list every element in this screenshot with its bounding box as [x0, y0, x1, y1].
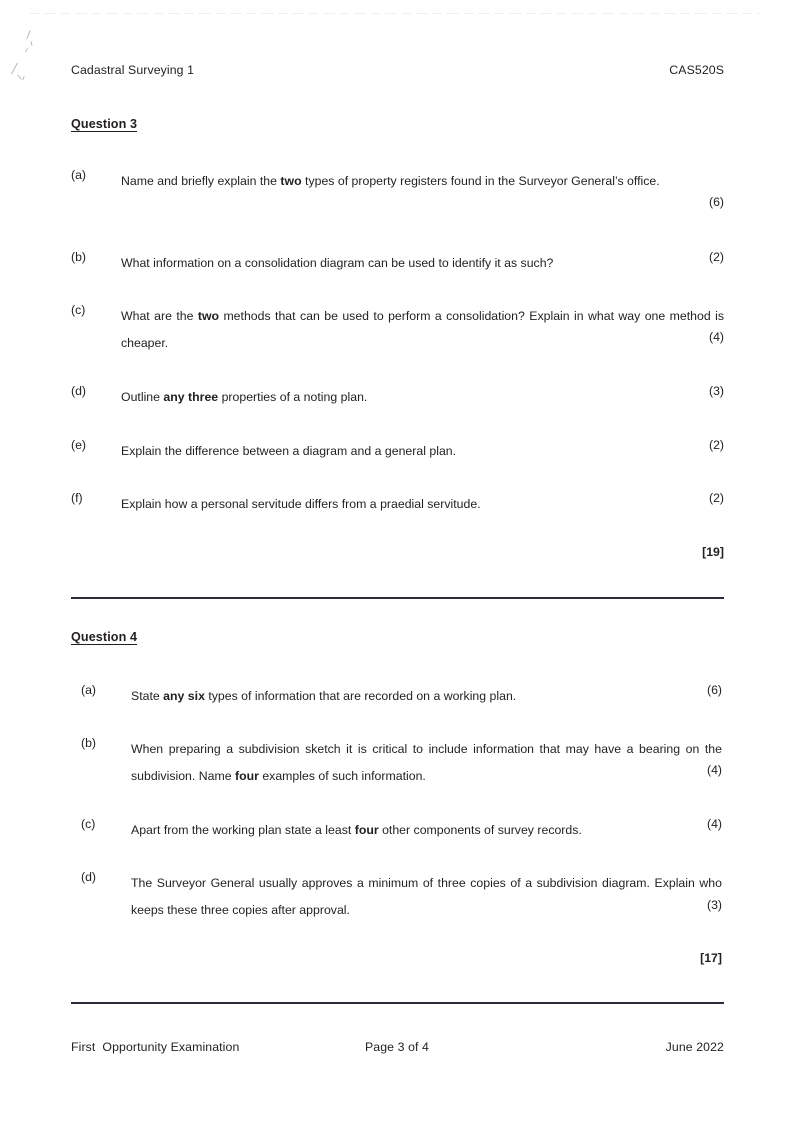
marks-4d: (3) [706, 898, 722, 912]
marks-3f: (2) [708, 491, 724, 505]
item-label: (b) [71, 250, 87, 264]
item-text-cont: other components of survey records. [378, 823, 582, 837]
scan-speckle-artifact [22, 76, 24, 80]
item-text-cont: examples of such information. [258, 768, 426, 783]
item-text-bold: two [197, 309, 220, 323]
question-3-heading: Question 3 [71, 117, 138, 131]
question-3-total: [19] [702, 545, 724, 559]
item-text: The Surveyor General usually approves a minimum of three copies of a subdivision diagram. Explain who keeps these three copies after approval. [131, 876, 722, 917]
item-text-cont: methods that can be used to perform a consolidation? Explain in what way one method is cheaper. [121, 309, 724, 350]
marks-3b: (2) [708, 250, 724, 264]
marks-3c: (4) [708, 330, 724, 344]
question-4-total: [17] [700, 951, 722, 965]
item-label: (c) [71, 303, 86, 317]
item-text: Name and briefly explain the [121, 174, 281, 188]
item-text-cont: types of information that are recorded on a working plan. [204, 689, 517, 703]
item-text: State [131, 689, 164, 703]
item-text: Explain how a personal servitude differs from a praedial servitude. [121, 497, 481, 511]
item-text: Explain the difference between a diagram and a general plan. [121, 444, 457, 458]
question-3-item-a [71, 168, 724, 195]
scan-speckle-artifact [17, 74, 22, 79]
item-label: (a) [71, 168, 87, 182]
item-label: (f) [71, 491, 83, 505]
item-label: (d) [71, 384, 87, 398]
marks-4b: (4) [706, 763, 722, 777]
marks-4a: (6) [706, 683, 722, 697]
item-text-bold: four [234, 768, 259, 783]
item-text-bold: four [354, 823, 379, 837]
marks-3e: (2) [708, 438, 724, 452]
item-label: (d) [81, 870, 97, 884]
scan-speckle-artifact [11, 63, 18, 75]
section-divider [71, 597, 724, 599]
scan-speckle-artifact [30, 41, 32, 46]
item-text: Outline [121, 390, 164, 404]
page-number: Page 3 of 4 [365, 1040, 430, 1054]
scan-speckle-artifact [25, 48, 28, 52]
scan-speckle-artifact [26, 30, 30, 39]
course-code: CAS520S [669, 63, 724, 77]
page-header [71, 63, 724, 77]
footer-divider [71, 1002, 724, 1004]
item-label: (e) [71, 438, 87, 452]
item-text: What are the [121, 309, 198, 323]
marks-3a: (6) [708, 195, 724, 209]
exam-date: June 2022 [665, 1040, 724, 1054]
scan-edge-artifact [30, 13, 760, 14]
marks-3d: (3) [708, 384, 724, 398]
item-label: (c) [81, 817, 96, 831]
item-text-cont: types of property registers found in the Surveyor General’s office. [301, 174, 660, 188]
question-4-heading: Question 4 [71, 630, 138, 644]
item-label: (b) [81, 736, 97, 750]
marks-4c: (4) [706, 817, 722, 831]
item-text: What information on a consolidation diagram can be used to identify it as such? [121, 256, 554, 270]
exam-session-label: First Opportunity Examination [71, 1040, 240, 1054]
item-text: Apart from the working plan state a least [131, 823, 355, 837]
item-text-bold: any three [163, 390, 219, 404]
question-4-item-d [81, 870, 722, 924]
item-text-bold: two [280, 174, 302, 188]
item-text-bold: any six [163, 689, 205, 703]
item-text-cont: properties of a noting plan. [218, 390, 368, 404]
item-text: When preparing a subdivision sketch it is critical to include information that may have a bearing on the subdivision. Name [131, 742, 722, 783]
course-title: Cadastral Surveying 1 [71, 63, 195, 77]
item-label: (a) [81, 683, 97, 697]
